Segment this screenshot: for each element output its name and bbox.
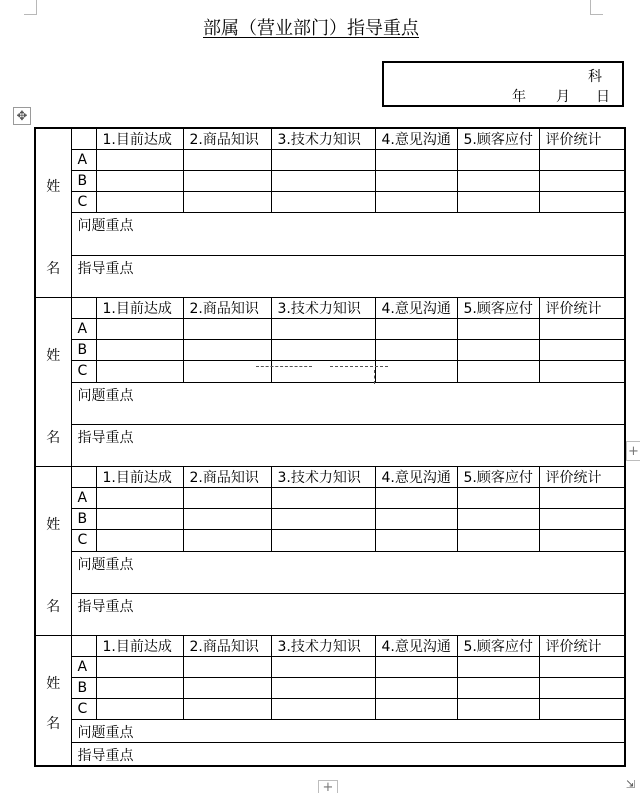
grade-row xyxy=(35,488,625,509)
score-cell[interactable] xyxy=(271,171,375,192)
note-row xyxy=(35,743,625,767)
grade-label: B xyxy=(71,509,96,530)
add-row-button[interactable] xyxy=(626,441,640,461)
score-cell[interactable] xyxy=(539,530,625,551)
column-header: 2.商品知识 xyxy=(183,128,271,150)
grade-label: C xyxy=(71,699,96,720)
column-header: 评价统计 xyxy=(539,467,625,488)
month-label: 月 xyxy=(556,89,570,105)
grade-label: C xyxy=(71,361,96,382)
score-cell[interactable] xyxy=(96,657,183,678)
evaluation-table xyxy=(34,127,626,767)
add-column-button[interactable] xyxy=(318,780,338,793)
note-row xyxy=(35,213,625,255)
grade-row xyxy=(35,509,625,530)
resize-icon: ⇲ xyxy=(626,778,636,791)
column-header: 1.目前达成 xyxy=(96,128,183,150)
score-cell[interactable] xyxy=(539,699,625,720)
grade-label: B xyxy=(71,340,96,361)
column-header: 1.目前达成 xyxy=(96,298,183,319)
move-icon: ✥ xyxy=(16,109,28,124)
column-header: 3.技术力知识 xyxy=(271,128,375,150)
date-line xyxy=(512,86,610,106)
column-header: 5.顾客应付 xyxy=(457,128,539,150)
grade-label: A xyxy=(71,657,96,678)
score-cell[interactable] xyxy=(183,361,271,382)
problem-focus-cell[interactable] xyxy=(71,551,625,593)
score-cell[interactable] xyxy=(457,150,539,171)
guidance-focus-cell[interactable] xyxy=(71,255,625,297)
column-header: 2.商品知识 xyxy=(183,467,271,488)
selection-dash xyxy=(330,366,388,367)
problem-focus-cell[interactable] xyxy=(71,213,625,255)
score-cell[interactable] xyxy=(96,150,183,171)
score-cell[interactable] xyxy=(183,340,271,361)
note-row xyxy=(35,424,625,466)
problem-focus-cell[interactable] xyxy=(71,720,625,743)
guidance-focus-cell[interactable] xyxy=(71,743,625,767)
name-label-xing: 姓 xyxy=(46,676,61,692)
guidance-focus-cell[interactable] xyxy=(71,424,625,466)
score-cell[interactable] xyxy=(183,699,271,720)
note-row xyxy=(35,720,625,743)
score-cell[interactable] xyxy=(96,171,183,192)
score-cell[interactable] xyxy=(96,509,183,530)
score-cell[interactable] xyxy=(183,657,271,678)
column-header: 4.意见沟通 xyxy=(375,298,457,319)
grade-row xyxy=(35,678,625,699)
employee-name-cell[interactable] xyxy=(35,128,71,298)
note-row xyxy=(35,551,625,593)
score-cell[interactable] xyxy=(96,319,183,340)
name-label-xing: 姓 xyxy=(46,517,61,533)
score-cell[interactable] xyxy=(271,319,375,340)
guidance-focus-cell[interactable] xyxy=(71,593,625,635)
column-header: 5.顾客应付 xyxy=(457,298,539,319)
note-row xyxy=(35,382,625,424)
score-cell[interactable] xyxy=(457,488,539,509)
grade-row xyxy=(35,150,625,171)
block-header-row xyxy=(35,298,625,319)
year-label: 年 xyxy=(512,89,526,105)
score-cell[interactable] xyxy=(271,678,375,699)
table-move-handle[interactable] xyxy=(13,107,31,125)
score-cell[interactable] xyxy=(96,488,183,509)
score-cell[interactable] xyxy=(375,488,457,509)
name-label-ming: 名 xyxy=(46,599,61,615)
plus-icon: + xyxy=(322,780,334,795)
note-label: 问题重点 xyxy=(77,725,134,741)
score-cell[interactable] xyxy=(375,171,457,192)
score-cell[interactable] xyxy=(375,530,457,551)
note-label: 问题重点 xyxy=(77,218,134,235)
note-label: 指导重点 xyxy=(77,429,134,446)
page-corner-mark-right xyxy=(590,0,603,15)
name-label-ming: 名 xyxy=(46,716,61,732)
score-cell[interactable] xyxy=(457,699,539,720)
column-header: 5.顾客应付 xyxy=(457,636,539,657)
score-cell[interactable] xyxy=(375,699,457,720)
score-cell[interactable] xyxy=(375,340,457,361)
column-header: 3.技术力知识 xyxy=(271,467,375,488)
column-header: 4.意见沟通 xyxy=(375,636,457,657)
column-header: 4.意见沟通 xyxy=(375,128,457,150)
grade-row xyxy=(35,340,625,361)
score-cell[interactable] xyxy=(457,361,539,382)
score-cell[interactable] xyxy=(375,319,457,340)
score-cell[interactable] xyxy=(96,361,183,382)
page-corner-mark-left xyxy=(24,0,37,15)
employee-name-cell[interactable] xyxy=(35,298,71,467)
score-cell[interactable] xyxy=(271,530,375,551)
score-cell[interactable] xyxy=(457,509,539,530)
score-cell[interactable] xyxy=(539,171,625,192)
name-label-xing: 姓 xyxy=(46,348,61,364)
table-resize-handle[interactable] xyxy=(626,779,638,791)
grade-row xyxy=(35,530,625,551)
column-header: 评价统计 xyxy=(539,298,625,319)
selection-dash xyxy=(374,370,375,384)
block-header-row xyxy=(35,636,625,657)
score-cell[interactable] xyxy=(375,509,457,530)
day-label: 日 xyxy=(596,89,610,105)
score-cell[interactable] xyxy=(183,509,271,530)
score-cell[interactable] xyxy=(96,340,183,361)
grade-row xyxy=(35,319,625,340)
name-label-xing: 姓 xyxy=(46,179,61,195)
column-header: 2.商品知识 xyxy=(183,636,271,657)
score-cell[interactable] xyxy=(271,699,375,720)
grade-label: C xyxy=(71,192,96,213)
score-cell[interactable] xyxy=(375,192,457,213)
score-cell[interactable] xyxy=(183,192,271,213)
note-label: 问题重点 xyxy=(77,387,134,404)
department-label: 科 xyxy=(588,69,602,85)
grade-label: C xyxy=(71,530,96,551)
column-header: 3.技术力知识 xyxy=(271,298,375,319)
score-cell[interactable] xyxy=(539,488,625,509)
score-cell[interactable] xyxy=(539,319,625,340)
grade-row xyxy=(35,699,625,720)
note-label: 指导重点 xyxy=(77,748,134,764)
score-cell[interactable] xyxy=(96,192,183,213)
score-cell[interactable] xyxy=(539,678,625,699)
document-title: 部属（营业部门）指导重点 xyxy=(203,18,419,39)
corner-blank-cell[interactable] xyxy=(71,467,96,488)
score-cell[interactable] xyxy=(183,319,271,340)
corner-blank-cell[interactable] xyxy=(71,636,96,657)
grade-label: A xyxy=(71,488,96,509)
score-cell[interactable] xyxy=(457,319,539,340)
score-cell[interactable] xyxy=(183,150,271,171)
column-header: 1.目前达成 xyxy=(96,636,183,657)
note-row xyxy=(35,593,625,635)
score-cell[interactable] xyxy=(271,192,375,213)
score-cell[interactable] xyxy=(271,361,375,382)
score-cell[interactable] xyxy=(375,678,457,699)
grade-row xyxy=(35,361,625,382)
score-cell[interactable] xyxy=(539,509,625,530)
score-cell[interactable] xyxy=(457,192,539,213)
name-label-ming: 名 xyxy=(46,430,61,446)
column-header: 3.技术力知识 xyxy=(271,636,375,657)
score-cell[interactable] xyxy=(539,361,625,382)
grade-label: A xyxy=(71,150,96,171)
grade-label: A xyxy=(71,319,96,340)
score-cell[interactable] xyxy=(375,150,457,171)
score-cell[interactable] xyxy=(271,488,375,509)
score-cell[interactable] xyxy=(457,657,539,678)
score-cell[interactable] xyxy=(539,340,625,361)
column-header: 2.商品知识 xyxy=(183,298,271,319)
score-cell[interactable] xyxy=(183,678,271,699)
score-cell[interactable] xyxy=(183,488,271,509)
score-cell[interactable] xyxy=(271,509,375,530)
note-label: 问题重点 xyxy=(77,556,134,573)
plus-icon: + xyxy=(628,444,639,459)
score-cell[interactable] xyxy=(375,657,457,678)
grade-row xyxy=(35,192,625,213)
block-header-row xyxy=(35,467,625,488)
score-cell[interactable] xyxy=(271,150,375,171)
block-header-row xyxy=(35,128,625,150)
note-label: 指导重点 xyxy=(77,598,134,615)
column-header: 4.意见沟通 xyxy=(375,467,457,488)
problem-focus-cell[interactable] xyxy=(71,382,625,424)
score-cell[interactable] xyxy=(271,657,375,678)
score-cell[interactable] xyxy=(457,678,539,699)
corner-blank-cell[interactable] xyxy=(71,298,96,319)
column-header: 评价统计 xyxy=(539,128,625,150)
score-cell[interactable] xyxy=(457,171,539,192)
score-cell[interactable] xyxy=(96,530,183,551)
name-label-ming: 名 xyxy=(46,261,61,277)
employee-name-cell[interactable] xyxy=(35,636,71,767)
score-cell[interactable] xyxy=(271,340,375,361)
score-cell[interactable] xyxy=(183,171,271,192)
score-cell[interactable] xyxy=(375,361,457,382)
grade-label: B xyxy=(71,678,96,699)
note-label: 指导重点 xyxy=(77,260,134,277)
grade-row xyxy=(35,657,625,678)
column-header: 评价统计 xyxy=(539,636,625,657)
score-cell[interactable] xyxy=(457,340,539,361)
score-cell[interactable] xyxy=(539,657,625,678)
grade-label: B xyxy=(71,171,96,192)
column-header: 1.目前达成 xyxy=(96,467,183,488)
score-cell[interactable] xyxy=(96,678,183,699)
score-cell[interactable] xyxy=(457,530,539,551)
score-cell[interactable] xyxy=(96,699,183,720)
corner-blank-cell[interactable] xyxy=(71,128,96,150)
employee-name-cell[interactable] xyxy=(35,467,71,636)
score-cell[interactable] xyxy=(539,192,625,213)
date-box xyxy=(382,61,624,107)
score-cell[interactable] xyxy=(539,150,625,171)
selection-dash xyxy=(256,366,312,367)
grade-row xyxy=(35,171,625,192)
column-header: 5.顾客应付 xyxy=(457,467,539,488)
score-cell[interactable] xyxy=(183,530,271,551)
note-row xyxy=(35,255,625,297)
